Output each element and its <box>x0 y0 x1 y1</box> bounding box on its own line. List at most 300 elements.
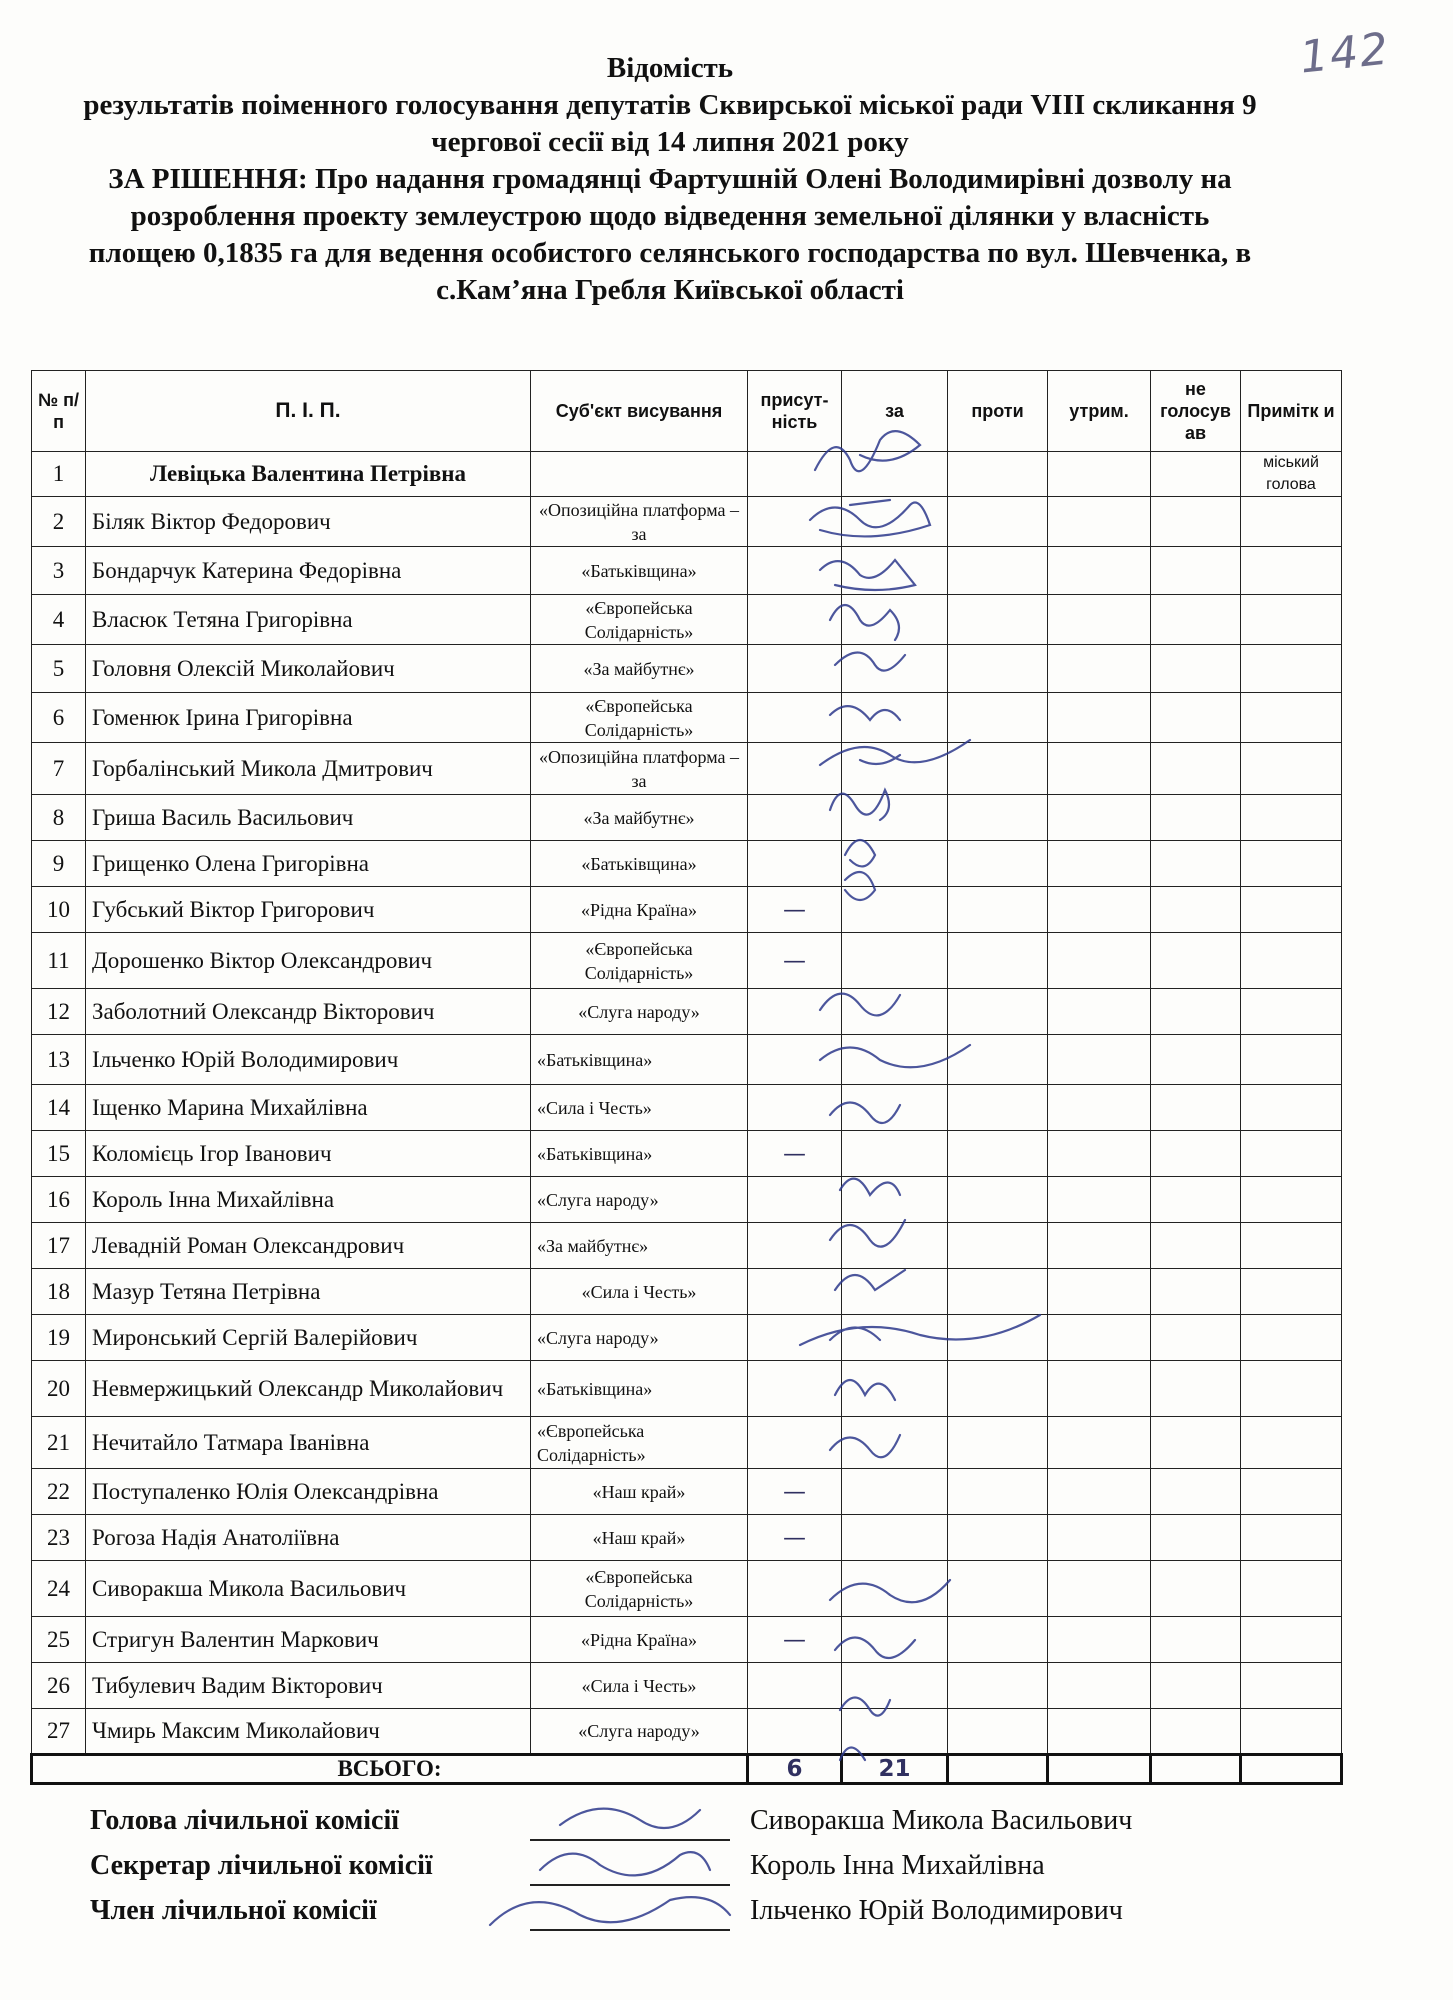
note-cell <box>1241 887 1342 933</box>
for-cell <box>842 1223 948 1269</box>
not-voted-cell <box>1151 497 1241 547</box>
not-voted-cell <box>1151 1361 1241 1417</box>
abstain-cell <box>1048 1469 1151 1515</box>
for-cell <box>842 1617 948 1663</box>
against-cell <box>948 989 1048 1035</box>
for-cell <box>842 1417 948 1469</box>
for-cell <box>842 595 948 645</box>
not-voted-cell <box>1151 1131 1241 1177</box>
note-cell <box>1241 989 1342 1035</box>
party-name: «Опозиційна платформа – за <box>531 743 748 795</box>
decision-line: ЗА РІШЕННЯ: Про надання громадянці Фартушній Олені Володимирівні дозволу на <box>108 163 1232 195</box>
votes-table <box>30 370 1343 1785</box>
for-cell <box>842 1085 948 1131</box>
member-name: Гоменюк Ірина Григорівна <box>86 693 531 743</box>
total-label: ВСЬОГО: <box>32 1755 748 1784</box>
against-cell <box>948 1417 1048 1469</box>
row-number: 24 <box>32 1561 86 1617</box>
table-row <box>32 841 1342 887</box>
not-voted-cell <box>1151 1417 1241 1469</box>
total-for: 21 <box>842 1755 948 1784</box>
against-cell <box>948 1361 1048 1417</box>
party-name: «Батьківщина» <box>531 547 748 595</box>
not-voted-cell <box>1151 1223 1241 1269</box>
present-cell <box>748 1223 842 1269</box>
for-cell <box>842 1469 948 1515</box>
decision-line: с.Кам’яна Гребля Київської області <box>436 274 904 306</box>
table-row <box>32 547 1342 595</box>
not-voted-cell <box>1151 989 1241 1035</box>
member-name: Ільченко Юрій Володимирович <box>750 1895 1123 1926</box>
abstain-cell <box>1048 1361 1151 1417</box>
member-name: Дорошенко Віктор Олександрович <box>86 933 531 989</box>
present-cell <box>748 1417 842 1469</box>
header-line: чергової сесії від 14 липня 2021 року <box>431 126 909 158</box>
member-name: Іщенко Марина Михайлівна <box>86 1085 531 1131</box>
member-name: Ільченко Юрій Володимирович <box>86 1035 531 1085</box>
row-number: 14 <box>32 1085 86 1131</box>
present-cell <box>748 595 842 645</box>
member-name: Бондарчук Катерина Федорівна <box>86 547 531 595</box>
present-cell <box>748 841 842 887</box>
note-cell <box>1241 1223 1342 1269</box>
member-name: Коломієць Ігор Іванович <box>86 1131 531 1177</box>
table-row <box>32 743 1342 795</box>
party-name: «Рідна Країна» <box>531 887 748 933</box>
present-cell <box>748 1035 842 1085</box>
abstain-cell <box>1048 693 1151 743</box>
member-name: Гриша Василь Васильович <box>86 795 531 841</box>
abstain-cell <box>1048 1131 1151 1177</box>
note-cell <box>1241 1361 1342 1417</box>
against-cell <box>948 1709 1048 1755</box>
abstain-cell <box>1048 1315 1151 1361</box>
row-number: 26 <box>32 1663 86 1709</box>
row-number: 25 <box>32 1617 86 1663</box>
note-cell <box>1241 595 1342 645</box>
header-against: проти <box>948 371 1048 452</box>
header-for: за <box>842 371 948 452</box>
note-cell <box>1241 1469 1342 1515</box>
against-cell <box>948 1035 1048 1085</box>
row-number: 10 <box>32 887 86 933</box>
row-number: 13 <box>32 1035 86 1085</box>
note-cell <box>1241 1085 1342 1131</box>
table-row <box>32 1085 1342 1131</box>
member-name: Грищенко Олена Григорівна <box>86 841 531 887</box>
not-voted-cell <box>1151 887 1241 933</box>
table-row <box>32 693 1342 743</box>
against-cell <box>948 795 1048 841</box>
present-cell <box>748 452 842 497</box>
present-cell <box>748 989 842 1035</box>
votes-rows <box>32 452 1342 1755</box>
present-cell <box>748 1663 842 1709</box>
note-cell <box>1241 1617 1342 1663</box>
against-cell <box>948 1085 1048 1131</box>
signature-line <box>530 1929 730 1931</box>
abstain-cell <box>1048 452 1151 497</box>
row-number: 22 <box>32 1469 86 1515</box>
member-name: Нечитайло Татмара Іванівна <box>86 1417 531 1469</box>
against-cell <box>948 841 1048 887</box>
for-cell <box>842 743 948 795</box>
note-cell <box>1241 547 1342 595</box>
for-cell <box>842 1315 948 1361</box>
party-name <box>531 452 748 497</box>
against-cell <box>948 595 1048 645</box>
against-cell <box>948 1269 1048 1315</box>
party-name: «Сила і Честь» <box>531 1085 748 1131</box>
note-cell <box>1241 1417 1342 1469</box>
header-notes: Примітк и <box>1241 371 1342 452</box>
row-number: 20 <box>32 1361 86 1417</box>
row-number: 19 <box>32 1315 86 1361</box>
table-row <box>32 1223 1342 1269</box>
against-cell <box>948 1617 1048 1663</box>
table-row <box>32 497 1342 547</box>
for-cell <box>842 645 948 693</box>
member-name: Поступаленко Юлія Олександрівна <box>86 1469 531 1515</box>
row-number: 15 <box>32 1131 86 1177</box>
present-cell: — <box>748 887 842 933</box>
present-cell: — <box>748 933 842 989</box>
member-name: Губський Віктор Григорович <box>86 887 531 933</box>
abstain-cell <box>1048 1269 1151 1315</box>
not-voted-cell <box>1151 1617 1241 1663</box>
table-row <box>32 1315 1342 1361</box>
row-number: 8 <box>32 795 86 841</box>
against-cell <box>948 1663 1048 1709</box>
party-name: «Слуга народу» <box>531 1177 748 1223</box>
member-name: Левіцька Валентина Петрівна <box>86 452 531 497</box>
row-number: 2 <box>32 497 86 547</box>
present-cell <box>748 497 842 547</box>
table-row <box>32 1617 1342 1663</box>
table-row <box>32 1663 1342 1709</box>
against-cell <box>948 497 1048 547</box>
present-cell: — <box>748 1131 842 1177</box>
note-cell <box>1241 693 1342 743</box>
header-name: П. І. П. <box>86 371 531 452</box>
for-cell <box>842 1709 948 1755</box>
abstain-cell <box>1048 1617 1151 1663</box>
row-number: 4 <box>32 595 86 645</box>
against-cell <box>948 1315 1048 1361</box>
abstain-cell <box>1048 547 1151 595</box>
party-name: «Батьківщина» <box>531 1131 748 1177</box>
chair-role: Голова лічильної комісії <box>90 1805 400 1836</box>
header-abstain: утрим. <box>1048 371 1151 452</box>
against-cell <box>948 645 1048 693</box>
against-cell <box>948 933 1048 989</box>
member-name: Заболотний Олександр Вікторович <box>86 989 531 1035</box>
for-cell <box>842 693 948 743</box>
document-title: Відомість <box>606 52 734 84</box>
table-row <box>32 595 1342 645</box>
table-row <box>32 1515 1342 1561</box>
party-name: «Сила і Честь» <box>531 1269 748 1315</box>
table-row <box>32 887 1342 933</box>
for-cell <box>842 1561 948 1617</box>
not-voted-cell <box>1151 795 1241 841</box>
note-cell <box>1241 795 1342 841</box>
member-name: Головня Олексій Миколайович <box>86 645 531 693</box>
table-row <box>32 1177 1342 1223</box>
total-present: 6 <box>748 1755 842 1784</box>
member-role: Член лічильної комісії <box>90 1895 377 1926</box>
table-row <box>32 1561 1342 1617</box>
note-cell <box>1241 1035 1342 1085</box>
abstain-cell <box>1048 1177 1151 1223</box>
abstain-cell <box>1048 1709 1151 1755</box>
against-cell <box>948 693 1048 743</box>
row-number: 6 <box>32 693 86 743</box>
member-name: Тибулевич Вадим Вікторович <box>86 1663 531 1709</box>
row-number: 7 <box>32 743 86 795</box>
abstain-cell <box>1048 933 1151 989</box>
for-cell <box>842 795 948 841</box>
present-cell: — <box>748 1617 842 1663</box>
row-number: 11 <box>32 933 86 989</box>
present-cell <box>748 1177 842 1223</box>
party-name: «Батьківщина» <box>531 841 748 887</box>
present-cell <box>748 1269 842 1315</box>
for-cell <box>842 989 948 1035</box>
present-cell <box>748 1315 842 1361</box>
not-voted-cell <box>1151 1515 1241 1561</box>
abstain-cell <box>1048 497 1151 547</box>
member-name: Рогоза Надія Анатоліївна <box>86 1515 531 1561</box>
member-name: Власюк Тетяна Григорівна <box>86 595 531 645</box>
table-row <box>32 452 1342 497</box>
note-cell: міський голова <box>1241 452 1342 497</box>
member-name: Король Інна Михайлівна <box>86 1177 531 1223</box>
signature-line <box>530 1839 730 1841</box>
for-cell <box>842 933 948 989</box>
not-voted-cell <box>1151 1085 1241 1131</box>
note-cell <box>1241 645 1342 693</box>
against-cell <box>948 1131 1048 1177</box>
against-cell <box>948 743 1048 795</box>
table-row <box>32 933 1342 989</box>
not-voted-cell <box>1151 841 1241 887</box>
party-name: «Європейська Солідарність» <box>531 933 748 989</box>
secretary-name: Король Інна Михайлівна <box>750 1850 1045 1881</box>
party-name: «Наш край» <box>531 1515 748 1561</box>
party-name: «Європейська Солідарність» <box>531 595 748 645</box>
against-cell <box>948 1177 1048 1223</box>
not-voted-cell <box>1151 1561 1241 1617</box>
table-row <box>32 1131 1342 1177</box>
for-cell <box>842 841 948 887</box>
not-voted-cell <box>1151 645 1241 693</box>
note-cell <box>1241 1561 1342 1617</box>
party-name: «Сила і Честь» <box>531 1663 748 1709</box>
row-number: 23 <box>32 1515 86 1561</box>
party-name: «Європейська Солідарність» <box>531 1417 748 1469</box>
member-name: Сиворакша Микола Васильович <box>86 1561 531 1617</box>
present-cell: — <box>748 1469 842 1515</box>
present-cell <box>748 693 842 743</box>
against-cell <box>948 887 1048 933</box>
header-present: присут-ність <box>748 371 842 452</box>
header-row <box>32 371 1342 452</box>
row-number: 3 <box>32 547 86 595</box>
not-voted-cell <box>1151 595 1241 645</box>
member-name: Миронський Сергій Валерійович <box>86 1315 531 1361</box>
present-cell <box>748 1709 842 1755</box>
table-row <box>32 1709 1342 1755</box>
note-cell <box>1241 1663 1342 1709</box>
for-cell <box>842 1515 948 1561</box>
not-voted-cell <box>1151 743 1241 795</box>
document-header <box>20 50 1320 309</box>
party-name: «Рідна Країна» <box>531 1617 748 1663</box>
note-cell <box>1241 1515 1342 1561</box>
not-voted-cell <box>1151 452 1241 497</box>
table-row <box>32 795 1342 841</box>
member-name: Левадній Роман Олександрович <box>86 1223 531 1269</box>
for-cell <box>842 1663 948 1709</box>
table-row <box>32 989 1342 1035</box>
row-number: 21 <box>32 1417 86 1469</box>
abstain-cell <box>1048 743 1151 795</box>
secretary-signature-row <box>90 1850 1290 1895</box>
member-name: Стригун Валентин Маркович <box>86 1617 531 1663</box>
member-name: Біляк Віктор Федорович <box>86 497 531 547</box>
not-voted-cell <box>1151 1035 1241 1085</box>
abstain-cell <box>1048 795 1151 841</box>
header-not-voted: не голосув ав <box>1151 371 1241 452</box>
chair-signature-row <box>90 1805 1290 1850</box>
present-cell <box>748 1561 842 1617</box>
abstain-cell <box>1048 1417 1151 1469</box>
for-cell <box>842 887 948 933</box>
abstain-cell <box>1048 1223 1151 1269</box>
member-name: Невмержицький Олександр Миколайович <box>86 1361 531 1417</box>
present-cell <box>748 1361 842 1417</box>
abstain-cell <box>1048 1663 1151 1709</box>
page-number: 142 <box>1297 23 1393 84</box>
note-cell <box>1241 743 1342 795</box>
row-number: 27 <box>32 1709 86 1755</box>
total-not-voted <box>1151 1755 1241 1784</box>
not-voted-cell <box>1151 1709 1241 1755</box>
not-voted-cell <box>1151 1269 1241 1315</box>
present-cell: — <box>748 1515 842 1561</box>
against-cell <box>948 1469 1048 1515</box>
row-number: 5 <box>32 645 86 693</box>
member-signature-row <box>90 1895 1290 1940</box>
note-cell <box>1241 1269 1342 1315</box>
row-number: 18 <box>32 1269 86 1315</box>
abstain-cell <box>1048 1515 1151 1561</box>
header-line: результатів поіменного голосування депутатів Сквирської міської ради VIII скликання 9 <box>83 89 1257 121</box>
decision-line: розроблення проекту землеустрою щодо відведення земельної ділянки у власність <box>130 200 1210 232</box>
note-cell <box>1241 1177 1342 1223</box>
party-name: «Слуга народу» <box>531 1709 748 1755</box>
present-cell <box>748 645 842 693</box>
secretary-role: Секретар лічильної комісії <box>90 1850 433 1881</box>
note-cell <box>1241 1709 1342 1755</box>
for-cell <box>842 1269 948 1315</box>
total-row <box>32 1755 1342 1784</box>
signature-line <box>530 1884 730 1886</box>
row-number: 17 <box>32 1223 86 1269</box>
row-number: 9 <box>32 841 86 887</box>
not-voted-cell <box>1151 933 1241 989</box>
for-cell <box>842 1177 948 1223</box>
table-row <box>32 1417 1342 1469</box>
for-cell <box>842 1035 948 1085</box>
present-cell <box>748 743 842 795</box>
table-row <box>32 645 1342 693</box>
abstain-cell <box>1048 595 1151 645</box>
for-cell <box>842 497 948 547</box>
table-row <box>32 1035 1342 1085</box>
row-number: 1 <box>32 452 86 497</box>
party-name: «Слуга народу» <box>531 989 748 1035</box>
party-name: «За майбутнє» <box>531 1223 748 1269</box>
note-cell <box>1241 933 1342 989</box>
against-cell <box>948 1223 1048 1269</box>
note-cell <box>1241 497 1342 547</box>
party-name: «Слуга народу» <box>531 1315 748 1361</box>
row-number: 12 <box>32 989 86 1035</box>
total-against <box>948 1755 1048 1784</box>
party-name: «За майбутнє» <box>531 795 748 841</box>
member-name: Чмирь Максим Миколайович <box>86 1709 531 1755</box>
note-cell <box>1241 1315 1342 1361</box>
for-cell <box>842 452 948 497</box>
against-cell <box>948 1515 1048 1561</box>
party-name: «За майбутнє» <box>531 645 748 693</box>
row-number: 16 <box>32 1177 86 1223</box>
against-cell <box>948 1561 1048 1617</box>
not-voted-cell <box>1151 1469 1241 1515</box>
chair-name: Сиворакша Микола Васильович <box>750 1805 1133 1836</box>
present-cell <box>748 547 842 595</box>
against-cell <box>948 452 1048 497</box>
not-voted-cell <box>1151 547 1241 595</box>
total-notes <box>1241 1755 1342 1784</box>
abstain-cell <box>1048 989 1151 1035</box>
decision-line: площею 0,1835 га для ведення особистого селянського господарства по вул. Шевченка, в <box>88 237 1252 269</box>
party-name: «Європейська Солідарність» <box>531 1561 748 1617</box>
for-cell <box>842 547 948 595</box>
abstain-cell <box>1048 645 1151 693</box>
header-num: № п/п <box>32 371 86 452</box>
party-name: «Наш край» <box>531 1469 748 1515</box>
note-cell <box>1241 841 1342 887</box>
abstain-cell <box>1048 887 1151 933</box>
not-voted-cell <box>1151 1315 1241 1361</box>
abstain-cell <box>1048 841 1151 887</box>
for-cell <box>842 1361 948 1417</box>
header-party: Суб'єкт висування <box>531 371 748 452</box>
not-voted-cell <box>1151 1177 1241 1223</box>
abstain-cell <box>1048 1085 1151 1131</box>
for-cell <box>842 1131 948 1177</box>
member-name: Мазур Тетяна Петрівна <box>86 1269 531 1315</box>
against-cell <box>948 547 1048 595</box>
table-row <box>32 1361 1342 1417</box>
member-name: Горбалінський Микола Дмитрович <box>86 743 531 795</box>
table-row <box>32 1269 1342 1315</box>
total-abstain <box>1048 1755 1151 1784</box>
party-name: «Батьківщина» <box>531 1035 748 1085</box>
